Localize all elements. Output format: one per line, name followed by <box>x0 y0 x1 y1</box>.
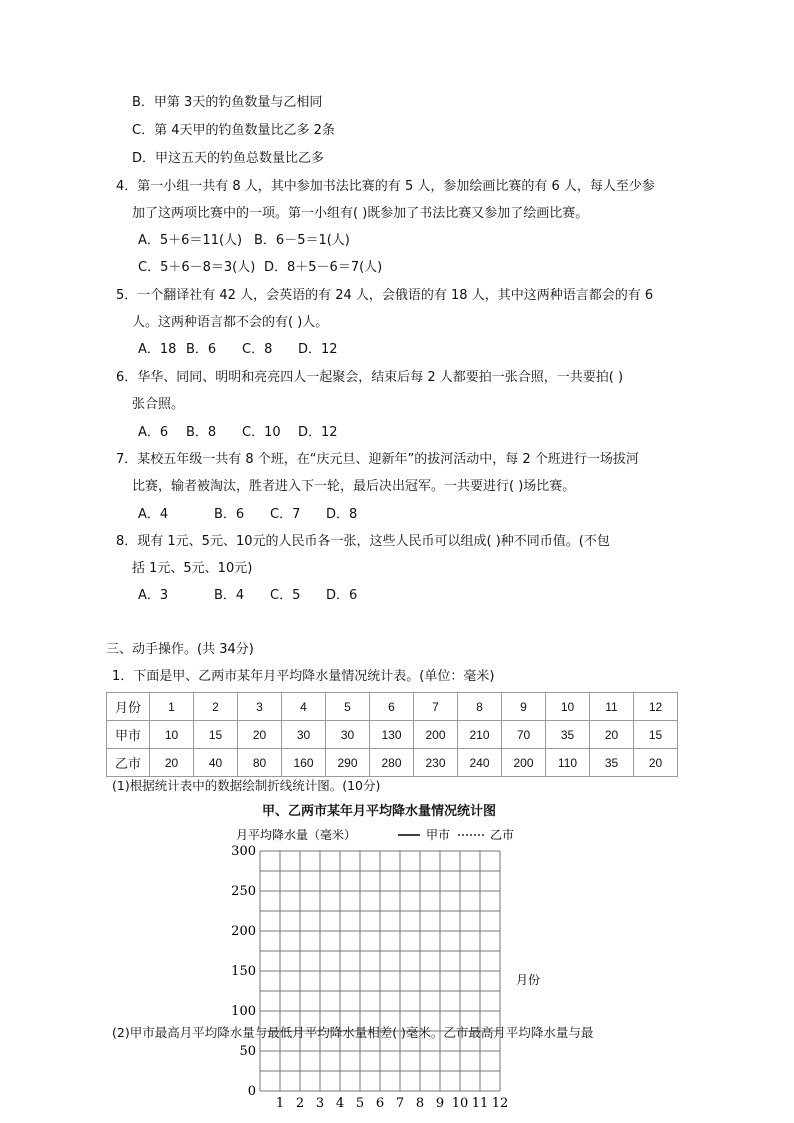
table-cell: 35 <box>546 721 590 749</box>
y-tick-label: 0 <box>247 1084 256 1099</box>
section-heading: 三、动手操作。(共 34分) <box>106 642 254 657</box>
q8-text-line1: 8．现有 1元、5元、10元的人民币各一张，这些人民币可以组成( )种不同币值。(不包 <box>116 534 610 549</box>
q6-option-b: B．8 <box>186 425 217 440</box>
x-tick-label: 12 <box>491 1096 509 1111</box>
q4-option-a: A．5＋6＝11(人) <box>138 233 243 248</box>
table-cell: 200 <box>414 721 458 749</box>
table-cell: 110 <box>546 749 590 777</box>
table-cell: 80 <box>238 749 282 777</box>
month-cell: 3 <box>238 693 282 721</box>
table-cell: 30 <box>326 721 370 749</box>
y-tick-label: 300 <box>231 844 256 859</box>
x-tick-label: 10 <box>451 1096 469 1111</box>
subquestion-2: (2)甲市最高月平均降水量与最低月平均降水量相差( )毫米。乙市最高月平均降水量与最 <box>112 1025 594 1040</box>
row-label-jia: 甲市 <box>107 721 150 749</box>
month-cell: 8 <box>458 693 502 721</box>
month-cell: 7 <box>414 693 458 721</box>
table-cell: 70 <box>502 721 546 749</box>
table-header-label: 月份 <box>107 693 150 721</box>
month-cell: 1 <box>150 693 194 721</box>
x-tick-label: 7 <box>395 1096 405 1111</box>
q4-option-d: D．8＋5－6＝7(人) <box>264 260 383 275</box>
q5-option-b: B．6 <box>186 342 217 357</box>
month-cell: 2 <box>194 693 238 721</box>
q3-option-c: C．第 4天甲的钓鱼数量比乙多 2条 <box>132 123 335 138</box>
q8-option-b: B．4 <box>214 588 245 603</box>
month-cell: 12 <box>634 693 678 721</box>
x-tick-label: 2 <box>295 1096 305 1111</box>
y-tick-label: 200 <box>231 924 256 939</box>
q5-text-line1: 5．一个翻译社有 42 人，会英语的有 24 人，会俄语的有 18 人，其中这两种语言都会的有 6 <box>116 288 654 303</box>
month-cell: 6 <box>370 693 414 721</box>
table-cell: 20 <box>590 721 634 749</box>
q6-option-a: A．6 <box>138 425 169 440</box>
q3-option-b: B．甲第 3天的钓鱼数量与乙相同 <box>132 95 323 110</box>
q4-text-line2: 加了这两项比赛中的一项。第一小组有( )既参加了书法比赛又参加了绘画比赛。 <box>132 206 589 221</box>
q5-option-d: D．12 <box>298 342 338 357</box>
q5-options <box>138 341 338 359</box>
q5-option-c: C．8 <box>242 342 273 357</box>
table-cell: 130 <box>370 721 414 749</box>
q7-option-a: A．4 <box>138 507 169 522</box>
q8-options <box>138 587 357 605</box>
table-cell: 200 <box>502 749 546 777</box>
section-q1-intro: 1．下面是甲、乙两市某年月平均降水量情况统计表。(单位：毫米) <box>112 669 495 684</box>
q4-option-b: B．6－5＝1(人) <box>254 233 350 248</box>
chart-xlabel: 月份 <box>516 973 541 987</box>
q7-text-line1: 7．某校五年级一共有 8 个班，在“庆元旦、迎新年”的拔河活动中，每 2 个班进行一场拔河 <box>116 452 639 467</box>
q6-option-c: C．10 <box>242 425 281 440</box>
y-tick-label: 250 <box>231 884 256 899</box>
x-tick-label: 8 <box>415 1096 425 1111</box>
rainfall-table <box>106 692 678 777</box>
x-tick-label: 6 <box>375 1096 385 1111</box>
table-cell: 160 <box>282 749 326 777</box>
q7-options <box>138 506 357 524</box>
table-row <box>107 721 678 749</box>
q4-text-line1: 4．第一小组一共有 8 人，其中参加书法比赛的有 5 人，参加绘画比赛的有 6 人，每人至少参 <box>116 179 655 194</box>
table-cell: 20 <box>238 721 282 749</box>
q8-option-a: A．3 <box>138 588 169 603</box>
q4-options-row1 <box>138 232 350 250</box>
table-cell: 40 <box>194 749 238 777</box>
q8-option-c: C．5 <box>270 588 301 603</box>
x-tick-label: 9 <box>435 1096 445 1111</box>
table-cell: 20 <box>150 749 194 777</box>
table-cell: 240 <box>458 749 502 777</box>
q4-option-c: C．5＋6－8＝3(人) <box>138 260 256 275</box>
month-cell: 5 <box>326 693 370 721</box>
table-cell: 20 <box>634 749 678 777</box>
month-cell: 11 <box>590 693 634 721</box>
y-tick-label: 150 <box>231 964 256 979</box>
x-tick-label: 11 <box>471 1096 489 1111</box>
q5-option-a: A．18 <box>138 342 177 357</box>
q6-option-d: D．12 <box>298 425 338 440</box>
table-header-row <box>107 693 678 721</box>
q6-text-line1: 6．华华、同同、明明和亮亮四人一起聚会，结束后每 2 人都要拍一张合照，一共要拍( ) <box>116 370 624 385</box>
table-cell: 15 <box>194 721 238 749</box>
legend-label-yi: 乙市 <box>490 828 515 842</box>
q8-option-d: D．6 <box>326 588 358 603</box>
y-tick-label: 100 <box>231 1004 256 1019</box>
chart-legend <box>398 828 514 842</box>
q7-option-d: D．8 <box>326 507 358 522</box>
x-tick-label: 3 <box>315 1096 325 1111</box>
subquestion-1: (1)根据统计表中的数据绘制折线统计图。(10分) <box>112 778 381 793</box>
table-row <box>107 749 678 777</box>
row-label-yi: 乙市 <box>107 749 150 777</box>
q3-option-d: D．甲这五天的钓鱼总数量比乙多 <box>132 151 325 166</box>
q7-option-c: C．7 <box>270 507 301 522</box>
month-cell: 9 <box>502 693 546 721</box>
table-cell: 30 <box>282 721 326 749</box>
y-tick-label: 50 <box>239 1044 256 1059</box>
table-cell: 210 <box>458 721 502 749</box>
x-tick-label: 4 <box>335 1096 345 1111</box>
chart-title: 甲、乙两市某年月平均降水量情况统计图 <box>262 804 497 819</box>
table-cell: 290 <box>326 749 370 777</box>
q6-text-line2: 张合照。 <box>132 397 185 412</box>
x-tick-label: 5 <box>355 1096 365 1111</box>
q4-options-row2 <box>138 259 382 277</box>
chart-y-ticks <box>231 844 256 1099</box>
table-cell: 230 <box>414 749 458 777</box>
table-cell: 280 <box>370 749 414 777</box>
q6-options <box>138 424 338 442</box>
table-cell: 35 <box>590 749 634 777</box>
x-tick-label: 1 <box>275 1096 285 1111</box>
month-cell: 4 <box>282 693 326 721</box>
table-cell: 15 <box>634 721 678 749</box>
legend-label-jia: 甲市 <box>426 828 451 842</box>
month-cell: 10 <box>546 693 590 721</box>
q7-text-line2: 比赛，输者被淘汰，胜者进入下一轮，最后决出冠军。一共要进行( )场比赛。 <box>132 479 576 494</box>
q7-option-b: B．6 <box>214 507 245 522</box>
chart-ylabel: 月平均降水量（毫米） <box>236 828 357 842</box>
q5-text-line2: 人。这两种语言都不会的有( )人。 <box>132 315 329 330</box>
chart-grid <box>260 851 500 1091</box>
table-cell: 10 <box>150 721 194 749</box>
chart-x-ticks <box>276 1096 508 1111</box>
q8-text-line2: 括 1元、5元、10元) <box>132 561 253 576</box>
